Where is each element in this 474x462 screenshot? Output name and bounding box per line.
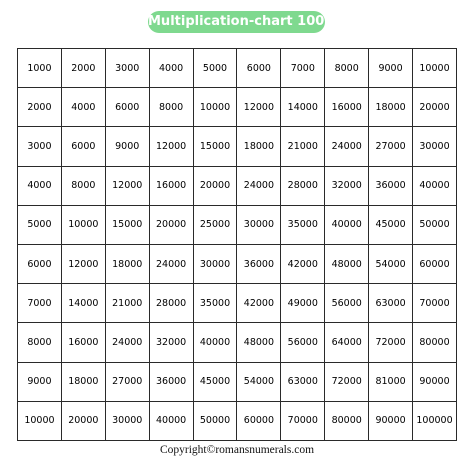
- table-cell: 72000: [369, 323, 413, 362]
- table-cell: 7000: [18, 284, 62, 323]
- table-cell: 35000: [193, 284, 237, 323]
- table-cell: 90000: [369, 401, 413, 440]
- table-cell: 60000: [237, 401, 281, 440]
- table-cell: 18000: [237, 127, 281, 166]
- table-cell: 6000: [105, 88, 149, 127]
- table-cell: 40000: [325, 205, 369, 244]
- table-row: [18, 244, 457, 283]
- table-cell: 30000: [413, 127, 457, 166]
- table-cell: 8000: [18, 323, 62, 362]
- table-cell: 36000: [237, 244, 281, 283]
- table-cell: 56000: [325, 284, 369, 323]
- table-cell: 63000: [369, 284, 413, 323]
- table-row: [18, 88, 457, 127]
- table-cell: 63000: [281, 362, 325, 401]
- table-cell: 6000: [18, 244, 62, 283]
- table-cell: 64000: [325, 323, 369, 362]
- table-cell: 28000: [149, 284, 193, 323]
- table-cell: 56000: [281, 323, 325, 362]
- table-cell: 24000: [105, 323, 149, 362]
- table-cell: 8000: [61, 166, 105, 205]
- table-cell: 14000: [61, 284, 105, 323]
- table-cell: 10000: [193, 88, 237, 127]
- table-cell: 36000: [369, 166, 413, 205]
- table-cell: 12000: [149, 127, 193, 166]
- table-cell: 4000: [61, 88, 105, 127]
- table-cell: 9000: [18, 362, 62, 401]
- table-row: [18, 284, 457, 323]
- table-cell: 49000: [281, 284, 325, 323]
- table-cell: 24000: [237, 166, 281, 205]
- table-cell: 54000: [369, 244, 413, 283]
- table-cell: 12000: [61, 244, 105, 283]
- table-cell: 9000: [369, 49, 413, 88]
- table-row: [18, 166, 457, 205]
- table-cell: 9000: [105, 127, 149, 166]
- table-cell: 60000: [413, 244, 457, 283]
- table-cell: 24000: [149, 244, 193, 283]
- table-cell: 21000: [105, 284, 149, 323]
- table-cell: 21000: [281, 127, 325, 166]
- table-row: [18, 323, 457, 362]
- table-cell: 50000: [193, 401, 237, 440]
- table-cell: 80000: [413, 323, 457, 362]
- table-cell: 8000: [149, 88, 193, 127]
- table-cell: 45000: [369, 205, 413, 244]
- table-row: [18, 49, 457, 88]
- table-cell: 35000: [281, 205, 325, 244]
- table-cell: 90000: [413, 362, 457, 401]
- table-row: [18, 362, 457, 401]
- table-cell: 25000: [193, 205, 237, 244]
- table-cell: 12000: [105, 166, 149, 205]
- table-cell: 32000: [325, 166, 369, 205]
- table-cell: 2000: [18, 88, 62, 127]
- table-cell: 32000: [149, 323, 193, 362]
- table-cell: 14000: [281, 88, 325, 127]
- table-cell: 40000: [193, 323, 237, 362]
- table-cell: 48000: [237, 323, 281, 362]
- table-cell: 42000: [281, 244, 325, 283]
- copyright-text: Copyright©romansnumerals.com: [159, 444, 315, 456]
- table-cell: 48000: [325, 244, 369, 283]
- table-cell: 30000: [105, 401, 149, 440]
- table-cell: 16000: [325, 88, 369, 127]
- table-cell: 81000: [369, 362, 413, 401]
- table-cell: 3000: [105, 49, 149, 88]
- table-cell: 12000: [237, 88, 281, 127]
- table-cell: 10000: [61, 205, 105, 244]
- table-cell: 5000: [193, 49, 237, 88]
- multiplication-table: [17, 48, 457, 441]
- table-cell: 30000: [193, 244, 237, 283]
- table-cell: 20000: [413, 88, 457, 127]
- table-cell: 3000: [18, 127, 62, 166]
- table-cell: 54000: [237, 362, 281, 401]
- table-cell: 36000: [149, 362, 193, 401]
- table-row: [18, 401, 457, 440]
- table-cell: 70000: [413, 284, 457, 323]
- table-cell: 5000: [18, 205, 62, 244]
- table-cell: 16000: [149, 166, 193, 205]
- table-row: [18, 205, 457, 244]
- table-cell: 6000: [61, 127, 105, 166]
- table-cell: 7000: [281, 49, 325, 88]
- table-cell: 2000: [61, 49, 105, 88]
- table-cell: 100000: [413, 401, 457, 440]
- table-cell: 20000: [61, 401, 105, 440]
- table-cell: 4000: [18, 166, 62, 205]
- table-cell: 28000: [281, 166, 325, 205]
- table-cell: 18000: [61, 362, 105, 401]
- table-cell: 6000: [237, 49, 281, 88]
- table-cell: 40000: [413, 166, 457, 205]
- table-cell: 27000: [105, 362, 149, 401]
- table-cell: 20000: [193, 166, 237, 205]
- table-cell: 10000: [413, 49, 457, 88]
- table-cell: 1000: [18, 49, 62, 88]
- table-cell: 15000: [193, 127, 237, 166]
- table-cell: 50000: [413, 205, 457, 244]
- table-cell: 45000: [193, 362, 237, 401]
- table-cell: 16000: [61, 323, 105, 362]
- table-row: [18, 127, 457, 166]
- table-cell: 20000: [149, 205, 193, 244]
- table-cell: 72000: [325, 362, 369, 401]
- table-cell: 27000: [369, 127, 413, 166]
- table-cell: 4000: [149, 49, 193, 88]
- table-cell: 80000: [325, 401, 369, 440]
- table-cell: 10000: [18, 401, 62, 440]
- table-cell: 24000: [325, 127, 369, 166]
- table-cell: 70000: [281, 401, 325, 440]
- chart-title: Multiplication-chart 10000: [148, 11, 325, 33]
- table-cell: 42000: [237, 284, 281, 323]
- table-cell: 40000: [149, 401, 193, 440]
- table-cell: 18000: [369, 88, 413, 127]
- table-cell: 18000: [105, 244, 149, 283]
- table-cell: 15000: [105, 205, 149, 244]
- table-cell: 30000: [237, 205, 281, 244]
- table-cell: 8000: [325, 49, 369, 88]
